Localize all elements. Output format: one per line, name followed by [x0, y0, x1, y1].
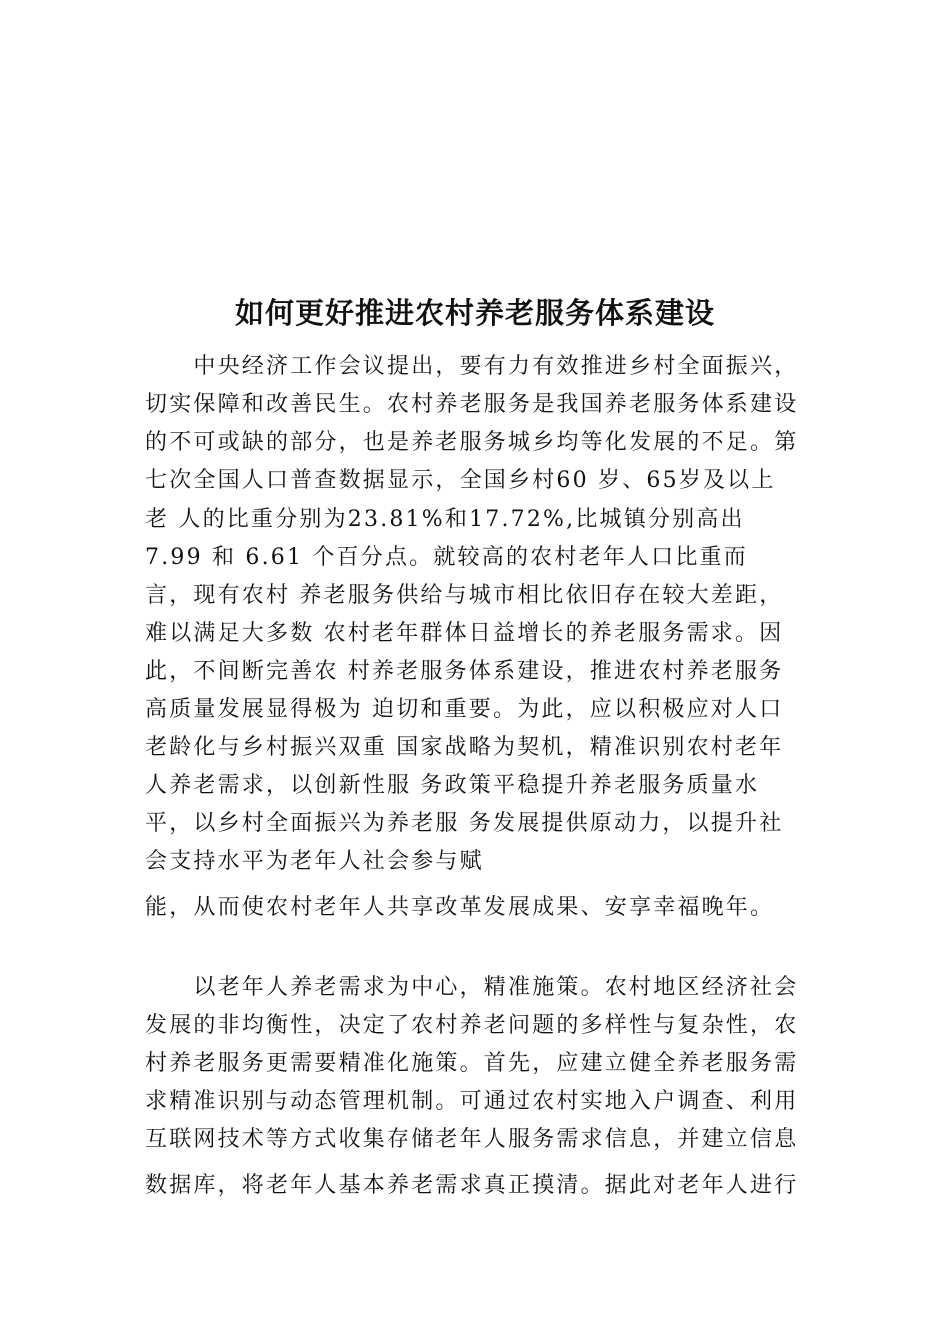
- text-line: 老龄化与乡村振兴双重 国家战略为契机，精准识别农村老年: [145, 735, 784, 760]
- text-line: 切实保障和改善民生。农村养老服务是我国养老服务体系建设: [145, 392, 799, 417]
- text-line: 七次全国人口普查数据显示，全国乡村60 岁、65岁及以上: [145, 468, 776, 493]
- text-line: 言，现有农村 养老服务供给与城市相比依旧存在较大差距，: [145, 583, 784, 608]
- text-line: 村养老服务更需要精准化施策。首先，应建立健全养老服务需: [145, 1051, 799, 1076]
- text-line: 会支持水平为老年人社会参与赋: [145, 849, 484, 874]
- text-line: 求精准识别与动态管理机制。可通过农村实地入户调查、利用: [145, 1089, 799, 1114]
- text-line: 能，从而使农村老年人共享改革发展成果、安享幸福晚年。: [145, 895, 775, 920]
- text-line: 人养老需求，以创新性服 务政策平稳提升养老服务质量水: [145, 773, 760, 798]
- text-line: 以老年人养老需求为中心，精准施策。农村地区经济社会: [145, 975, 799, 1000]
- text-line: 老 人的比重分别为23.81%和17.72%,比城镇分别高出: [145, 507, 745, 532]
- text-line: 7.99 和 6.61 个百分点。就较高的农村老年人口比重而: [145, 545, 748, 570]
- text-line: 互联网技术等方式收集存储老年人服务需求信息，并建立信息: [145, 1127, 799, 1152]
- text-line: 平，以乡村全面振兴为养老服 务发展提供原动力，以提升社: [145, 811, 784, 836]
- text-line: 难以满足大多数 农村老年群体日益增长的养老服务需求。因: [145, 621, 784, 646]
- text-line: 发展的非均衡性，决定了农村养老问题的多样性与复杂性，农: [145, 1013, 799, 1038]
- document-title: 如何更好推进农村养老服务体系建设: [234, 296, 715, 330]
- text-line: 的不可或缺的部分，也是养老服务城乡均等化发展的不足。第: [145, 430, 799, 455]
- text-line: 高质量发展显得极为 迫切和重要。为此，应以积极应对人口: [145, 697, 784, 722]
- text-line: 中央经济工作会议提出，要有力有效推进乡村全面振兴，: [145, 354, 799, 379]
- text-line: 数据库，将老年人基本养老需求真正摸清。据此对老年人进行: [145, 1173, 799, 1198]
- text-line: 此，不间断完善农 村养老服务体系建设，推进农村养老服务: [145, 659, 784, 684]
